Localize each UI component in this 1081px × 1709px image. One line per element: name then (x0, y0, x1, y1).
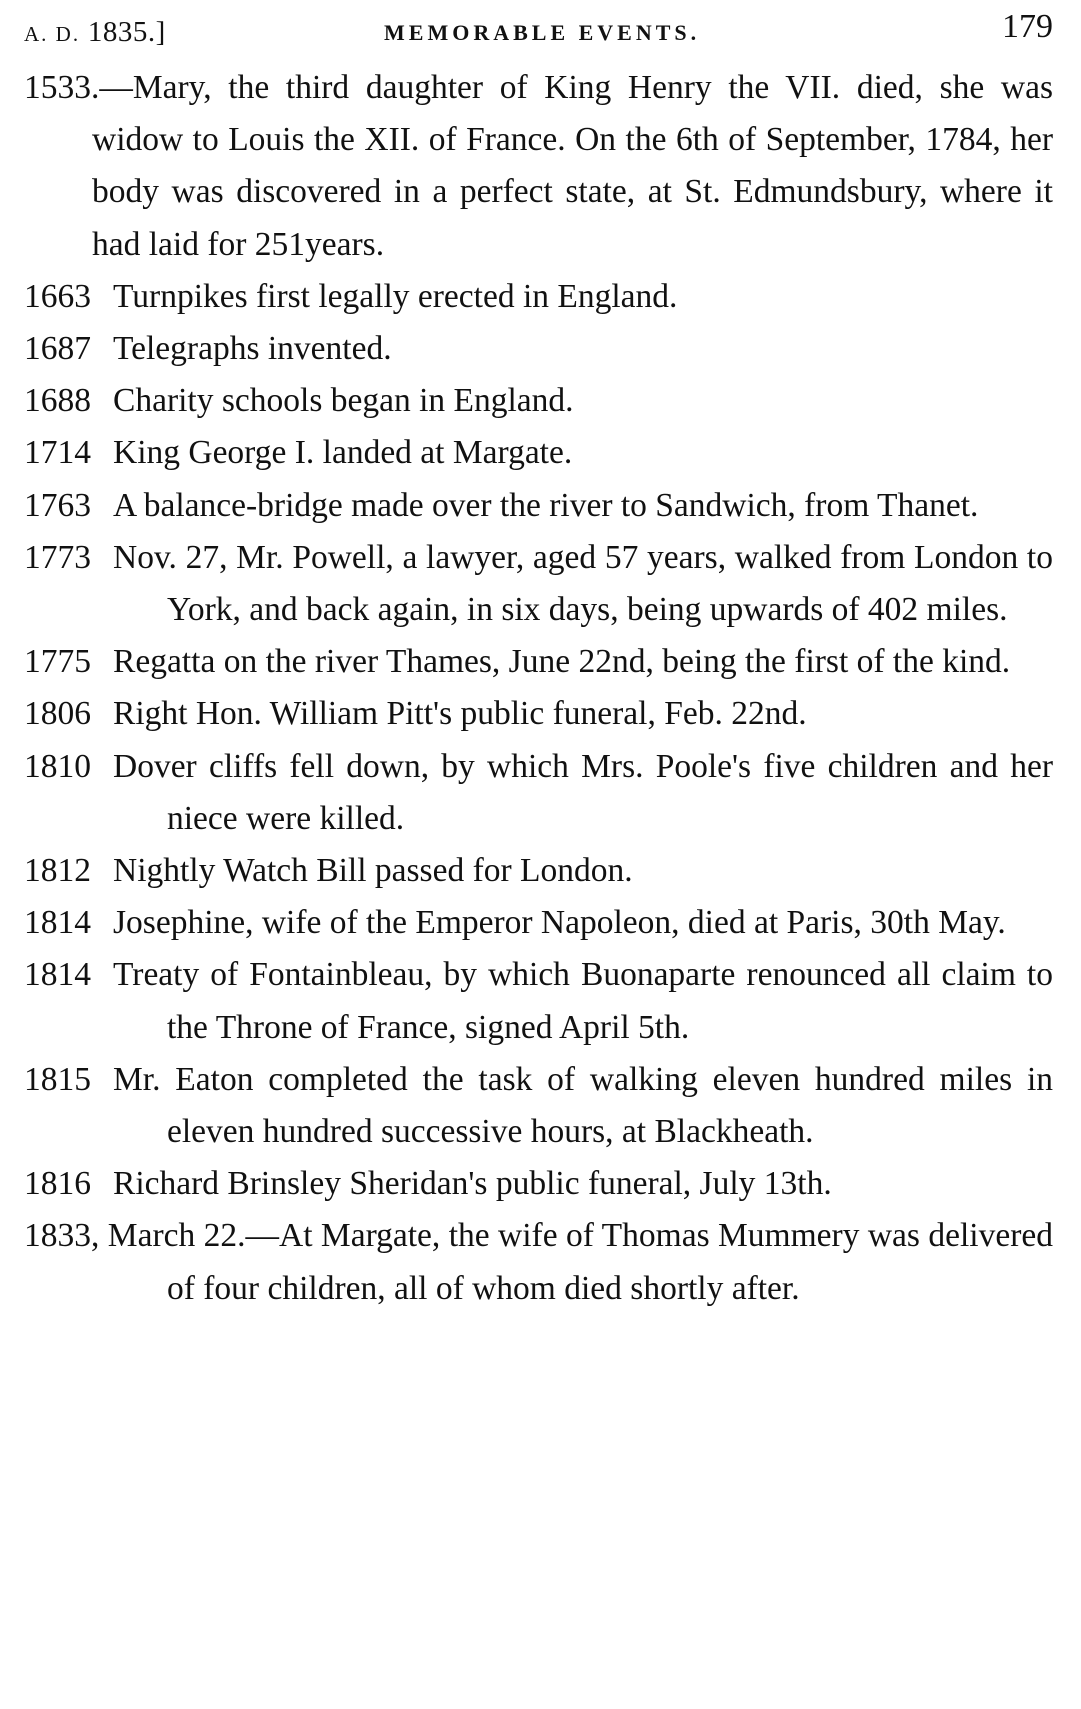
event-entry (24, 636, 1053, 688)
event-text: Josephine, wife of the Emperor Napoleon, died at Paris, 30th May. (113, 904, 1006, 942)
event-year: 1814 (24, 956, 91, 994)
running-head-title: MEMORABLE EVENTS. (384, 20, 701, 45)
event-year: 1806 (24, 695, 91, 733)
running-head (24, 4, 1053, 56)
event-year: 1815 (24, 1060, 91, 1098)
event-entries (24, 271, 1053, 1211)
event-entry (24, 532, 1053, 636)
event-year: 1812 (24, 852, 91, 890)
event-entry-body (24, 741, 1053, 845)
event-year: 1775 (24, 643, 91, 681)
event-entry (24, 375, 1053, 427)
running-head-ad: A. D. (24, 22, 81, 46)
event-entry (24, 949, 1053, 1053)
event-year: 1773 (24, 538, 91, 576)
event-entry-body (24, 1158, 1053, 1210)
event-year: 1688 (24, 382, 91, 420)
event-entry-body (24, 897, 1053, 949)
event-entry-body (24, 427, 1053, 479)
event-entry (24, 1054, 1053, 1158)
event-text: King George I. landed at Margate. (113, 434, 573, 472)
event-entry-body (24, 636, 1053, 688)
event-text: A balance-bridge made over the river to Sandwich, from Thanet. (113, 486, 979, 524)
event-year: 1763 (24, 486, 91, 524)
event-year: 1663 (24, 277, 91, 315)
event-text: Treaty of Fontainbleau, by which Buonaparte renounced all claim to the Throne of France, signed April 5th. (113, 956, 1053, 1046)
event-entry (24, 480, 1053, 532)
event-entry-body (24, 845, 1053, 897)
event-text: Right Hon. William Pitt's public funeral, Feb. 22nd. (113, 695, 807, 733)
event-entry (24, 1158, 1053, 1210)
event-entry-body (24, 532, 1053, 636)
event-year: 1687 (24, 330, 91, 368)
page-number: 179 (1002, 8, 1053, 45)
running-head-date (24, 16, 166, 49)
event-entry (24, 427, 1053, 479)
event-entry (24, 688, 1053, 740)
event-entry (24, 323, 1053, 375)
event-entry-body (24, 688, 1053, 740)
event-text: Nov. 27, Mr. Powell, a lawyer, aged 57 years, walked from London to York, and back again, in six days, being upwards of 402 miles. (113, 538, 1053, 629)
event-entry-1533: 1533.—Mary, the third daughter of King Henry the VII. died, she was widow to Louis the XII. of France. On the 6th of September, 1784, her body was discovered in a perfect state, at St. Edmundsbury, where it had laid for 251years. (24, 69, 1053, 263)
event-text: Richard Brinsley Sheridan's public funeral, July 13th. (113, 1165, 832, 1203)
event-entry-body (24, 323, 1053, 375)
event-entry (24, 845, 1053, 897)
event-entry-1833: 1833, March 22.—At Margate, the wife of Thomas Mummery was delivered of four children, all of whom died shortly after. (24, 1217, 1053, 1307)
event-text: Turnpikes first legally erected in England. (113, 277, 678, 315)
event-entry (24, 741, 1053, 845)
event-entry-body (24, 949, 1053, 1053)
event-entry (24, 271, 1053, 323)
event-text: Nightly Watch Bill passed for London. (113, 852, 633, 890)
event-text: Charity schools began in England. (113, 382, 574, 420)
event-entry-body (24, 375, 1053, 427)
event-text: Mr. Eaton completed the task of walking eleven hundred miles in eleven hundred successive hours, at Blackheath. (113, 1060, 1053, 1151)
event-text: Regatta on the river Thames, June 22nd, being the first of the kind. (113, 643, 1011, 681)
running-head-year: 1835.] (87, 16, 166, 48)
event-year: 1814 (24, 904, 91, 942)
event-year: 1816 (24, 1165, 91, 1203)
event-year: 1810 (24, 747, 91, 785)
event-entry-body (24, 480, 1053, 532)
event-entry-body (24, 271, 1053, 323)
event-text: Telegraphs invented. (113, 330, 392, 368)
events-list (24, 62, 1053, 1315)
event-entry (24, 897, 1053, 949)
event-year: 1714 (24, 434, 91, 472)
event-entry-body (24, 1054, 1053, 1158)
event-text: Dover cliffs fell down, by which Mrs. Poole's five children and her niece were killed. (113, 747, 1053, 837)
